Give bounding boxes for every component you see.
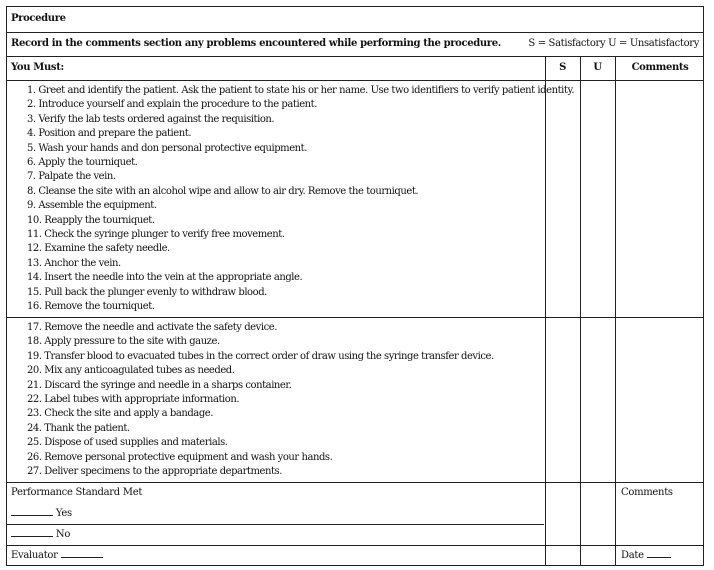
no-option[interactable]	[11, 527, 70, 542]
yes-label: Yes	[55, 508, 72, 519]
row-divider	[7, 482, 703, 483]
step-item: 9. Assemble the equipment.	[27, 200, 157, 211]
evaluator-blank[interactable]	[61, 548, 103, 558]
row-divider	[7, 317, 703, 318]
step-item: 3. Verify the lab tests ordered against the requisition.	[27, 114, 275, 125]
step-item: 5. Wash your hands and don personal protective equipment.	[27, 143, 307, 154]
row-divider	[7, 80, 703, 81]
step-item: 16. Remove the tourniquet.	[27, 301, 155, 312]
step-item: 12. Examine the safety needle.	[27, 243, 170, 254]
step-item: 24. Thank the patient.	[27, 423, 130, 434]
step-item: 22. Label tubes with appropriate information.	[27, 394, 240, 405]
step-item: 15. Pull back the plunger evenly to withdraw blood.	[27, 287, 267, 298]
row-divider	[7, 32, 703, 33]
form-title: Procedure	[11, 13, 66, 24]
footer-comments-label: Comments	[621, 487, 673, 498]
step-item: 4. Position and prepare the patient.	[27, 128, 192, 139]
you-must-heading: You Must:	[11, 62, 64, 73]
step-item: 13. Anchor the vein.	[27, 258, 121, 269]
evaluator-field[interactable]	[11, 548, 103, 563]
comments-column-heading: Comments	[631, 62, 689, 73]
column-divider	[615, 56, 616, 566]
no-blank[interactable]	[11, 527, 53, 537]
step-item: 26. Remove personal protective equipment and wash your hands.	[27, 452, 333, 463]
step-item: 8. Cleanse the site with an alcohol wipe and allow to air dry. Remove the tourniquet.	[27, 186, 419, 197]
u-column-heading: U	[593, 62, 602, 73]
step-item: 11. Check the syringe plunger to verify free movement.	[27, 229, 285, 240]
column-divider	[580, 56, 581, 566]
step-item: 21. Discard the syringe and needle in a sharps container.	[27, 380, 292, 391]
rating-legend: S = Satisfactory U = Unsatisfactory	[528, 38, 699, 49]
column-divider	[545, 56, 546, 566]
yes-option[interactable]	[11, 506, 72, 521]
step-item: 17. Remove the needle and activate the safety device.	[27, 322, 277, 333]
date-field[interactable]	[621, 548, 671, 563]
step-item: 18. Apply pressure to the site with gauze.	[27, 336, 220, 347]
step-item: 19. Transfer blood to evacuated tubes in the correct order of draw using the syringe transfer device.	[27, 351, 494, 362]
row-divider	[7, 545, 703, 546]
step-item: 23. Check the site and apply a bandage.	[27, 408, 213, 419]
s-column-heading: S	[559, 62, 566, 73]
date-label: Date	[621, 550, 644, 561]
performance-standard-label: Performance Standard Met	[11, 487, 143, 498]
yes-blank[interactable]	[11, 506, 53, 516]
step-item: 1. Greet and identify the patient. Ask the patient to state his or her name. Use two identifiers to verify patient identity.	[27, 85, 575, 96]
step-item: 10. Reapply the tourniquet.	[27, 215, 155, 226]
step-item: 27. Deliver specimens to the appropriate departments.	[27, 466, 282, 477]
evaluator-label: Evaluator	[11, 550, 58, 561]
step-item: 2. Introduce yourself and explain the procedure to the patient.	[27, 99, 317, 110]
no-label: No	[55, 529, 71, 540]
procedure-checklist-form	[6, 6, 704, 566]
step-item: 25. Dispose of used supplies and materials.	[27, 437, 228, 448]
row-divider	[7, 524, 544, 525]
step-item: 14. Insert the needle into the vein at the appropriate angle.	[27, 272, 303, 283]
step-item: 7. Palpate the vein.	[27, 171, 116, 182]
step-item: 6. Apply the tourniquet.	[27, 157, 138, 168]
date-blank[interactable]	[647, 548, 671, 558]
step-item: 20. Mix any anticoagulated tubes as needed.	[27, 365, 235, 376]
row-divider	[7, 56, 703, 57]
instruction-text: Record in the comments section any problems encountered while performing the procedure.	[11, 38, 501, 49]
